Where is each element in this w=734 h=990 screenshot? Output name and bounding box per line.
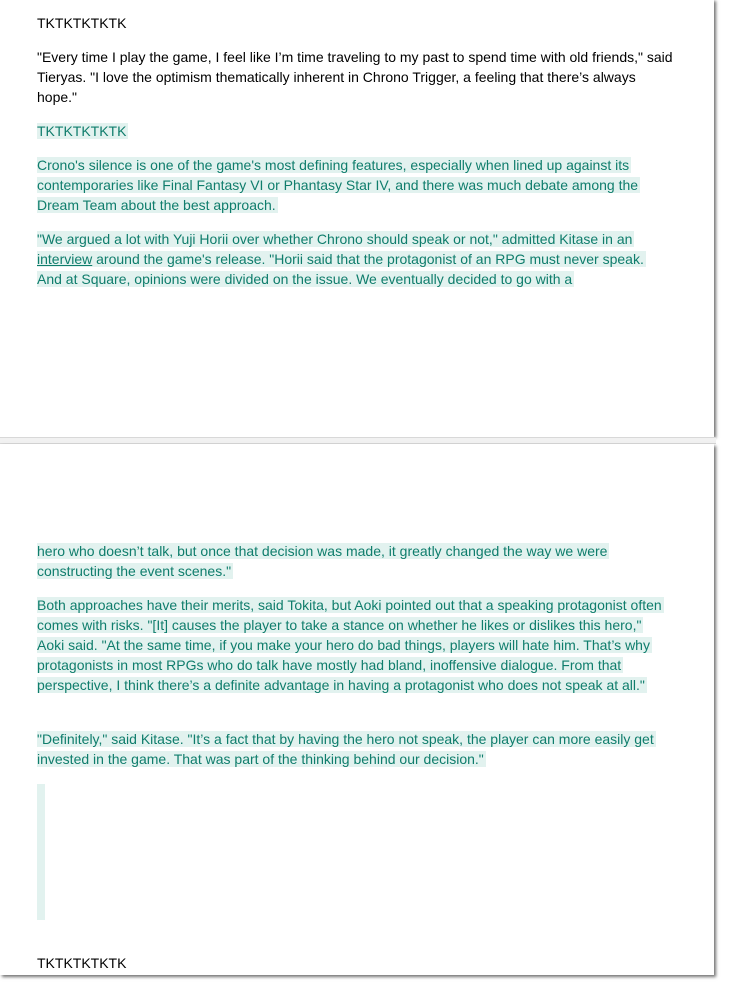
- highlight-empty-line-marker: [37, 784, 45, 920]
- paragraph-continued[interactable]: [37, 541, 657, 581]
- paragraph-tokita-aoki[interactable]: [37, 595, 667, 695]
- paragraph-crono-silence-text: Crono's silence is one of the game's most defining features, especially when lined up against its contemporaries like Final Fantasy VI or Phantasy Star IV, and there was much debate among the Dream Team about the best approach.: [37, 157, 639, 213]
- page-break: [0, 437, 716, 444]
- paragraph-kitase-interview-text: [37, 231, 646, 287]
- paragraph-definitely-text: "Definitely," said Kitase. "It’s a fact that by having the hero not speak, the player can more easily get invested in the game. That was part of the thinking behind our decision.": [37, 731, 654, 767]
- heading-highlighted-text: TKTKTKTKTK: [37, 123, 127, 139]
- paragraph-continued-text: hero who doesn’t talk, but once that decision was made, it greatly changed the way we were constructing the event scenes.": [37, 543, 608, 579]
- paragraph-kitase-interview[interactable]: [37, 229, 667, 289]
- paragraph-crono-silence[interactable]: [37, 155, 667, 215]
- paragraph-definitely[interactable]: [37, 729, 667, 769]
- heading-top[interactable]: TKTKTKTKTK: [37, 15, 127, 31]
- interview-link[interactable]: interview: [37, 251, 93, 267]
- paragraph-kitase-text-after-link: around the game's release. "Horii said that the protagonist of an RPG must never speak. And at Square, opinions were divided on the issue. We eventually decided to go with a: [37, 251, 644, 287]
- heading-bottom[interactable]: TKTKTKTKTK: [37, 955, 127, 971]
- document-page-2: [0, 444, 714, 975]
- paragraph-kitase-text-before-link: "We argued a lot with Yuji Horii over whether Chrono should speak or not," admitted Kitase in an: [37, 231, 633, 247]
- paragraph-tieryas-quote[interactable]: "Every time I play the game, I feel like I’m time traveling to my past to spend time with old friends," said Tieryas. "I love the optimism thematically inherent in Chrono Trigger, a feeling that there’s always hope.": [37, 49, 673, 105]
- paragraph-tokita-aoki-text: Both approaches have their merits, said Tokita, but Aoki pointed out that a speaking protagonist often comes with risks. "[It] causes the player to take a stance on whether he likes or dislikes this hero," Aoki said. "At the same time, if you make your hero do bad things, players will hate him. That’s why protagonists in most RPGs who do talk have mostly had bland, inoffensive dialogue. From that perspective, I think there’s a definite advantage in having a protagonist who does not speak at all.": [37, 597, 662, 693]
- heading-highlighted[interactable]: [37, 121, 677, 141]
